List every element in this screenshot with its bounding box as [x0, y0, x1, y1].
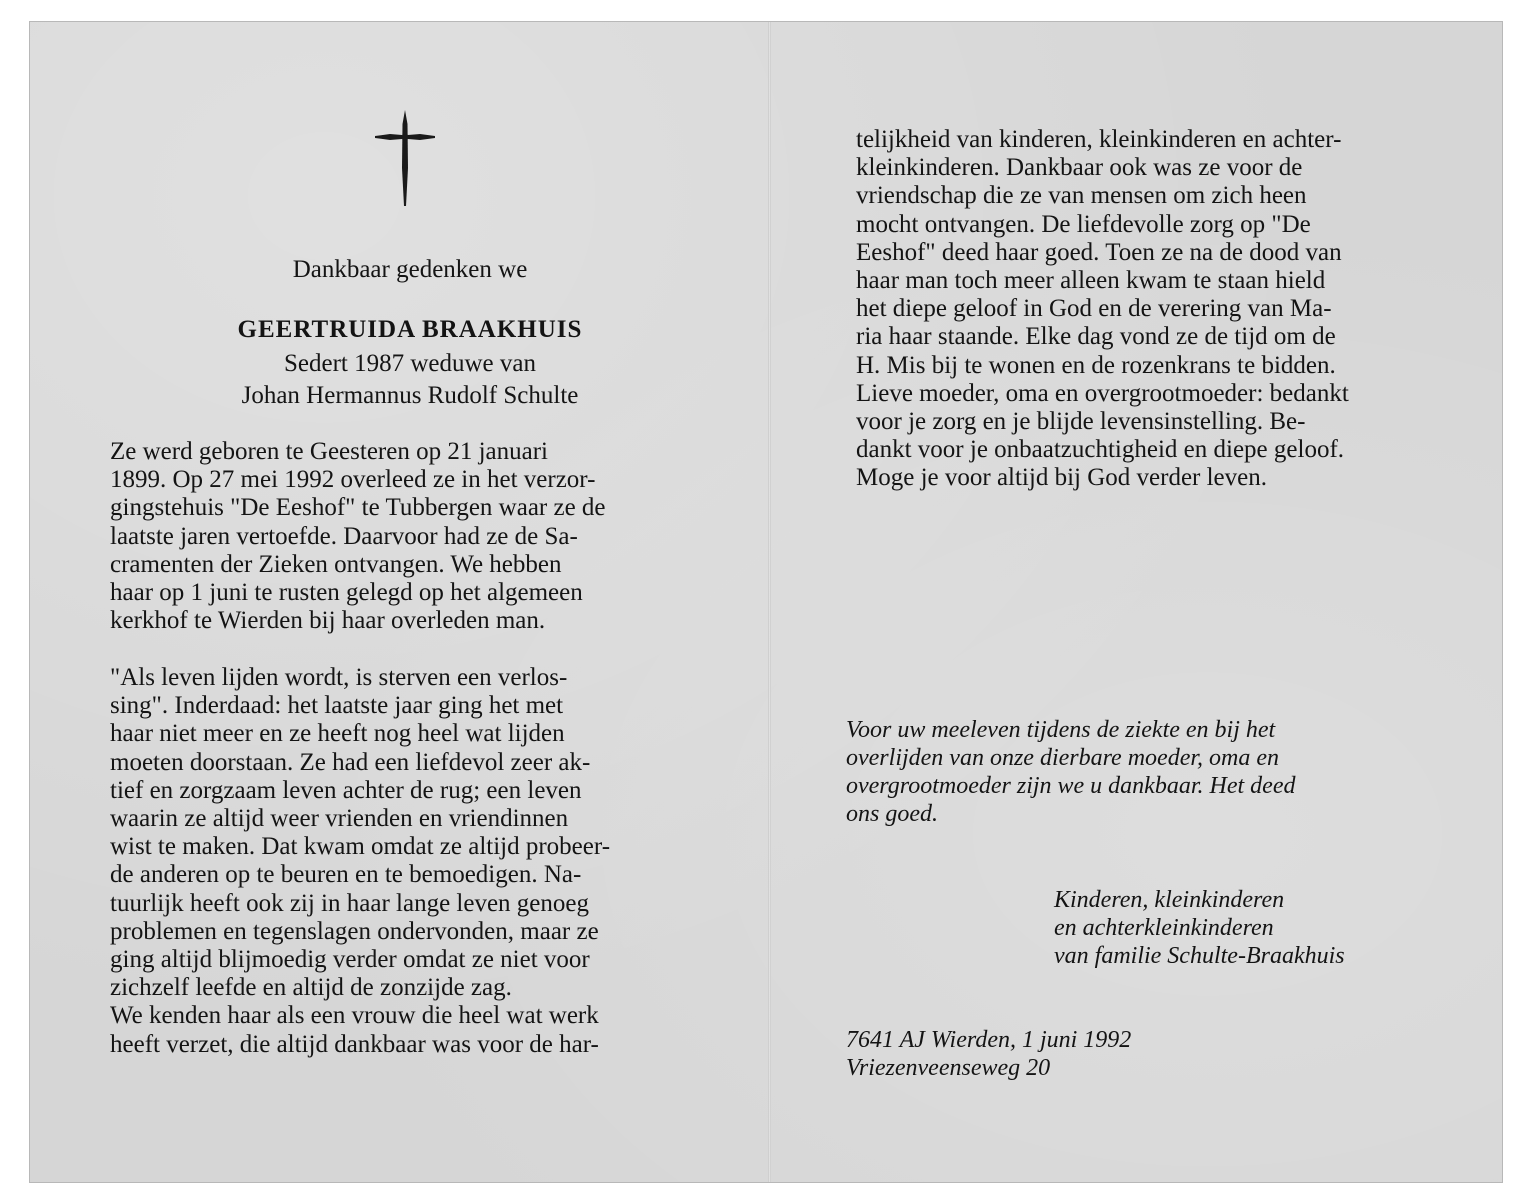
- text-line: overgrootmoeder zijn we u dankbaar. Het deed: [846, 773, 1296, 799]
- text-line: 1899. Op 27 mei 1992 overleed ze in het verzor-: [110, 466, 596, 494]
- text-line: Lieve moeder, oma en overgrootmoeder: bedankt: [856, 379, 1349, 407]
- widow-line: Sedert 1987 weduwe van: [283, 350, 536, 377]
- text-line: haar niet meer en ze heeft nog heel wat lijden: [110, 720, 565, 748]
- text-line: tief en zorgzaam leven achter de rug; een leven: [110, 776, 582, 804]
- continuation-paragraph: [856, 126, 1349, 493]
- text-line: zichzelf leefde en altijd de zonzijde zag.: [110, 974, 512, 1002]
- text-line: haar op 1 juni te rusten gelegd op het algemeen: [110, 579, 583, 607]
- text-line: problemen en tegenslagen ondervonden, maar ze: [110, 917, 599, 945]
- place-date: 7641 AJ Wierden, 1 juni 1992: [846, 1027, 1132, 1053]
- text-line: sing". Inderdaad: het laatste jaar ging het met: [110, 692, 564, 720]
- text-line: Voor uw meeleven tijdens de ziekte en bij het: [846, 717, 1276, 743]
- family-signature: [1054, 886, 1345, 970]
- text-line: tuurlijk heeft ook zij in haar lange leven genoeg: [110, 889, 589, 917]
- text-line: wist te maken. Dat kwam omdat ze altijd probeer-: [110, 833, 611, 861]
- cross-icon: [372, 108, 438, 208]
- husband-name: Johan Hermannus Rudolf Schulte: [241, 382, 579, 409]
- text-line: telijkheid van kinderen, kleinkinderen en achter-: [856, 126, 1342, 153]
- thank-you-note: [846, 716, 1295, 828]
- address-block: [846, 1026, 1131, 1082]
- text-line: gingstehuis "De Eeshof" te Tubbergen waar ze de: [110, 494, 606, 522]
- text-line: haar man toch meer alleen kwam te staan hield: [856, 267, 1326, 295]
- text-line: kleinkinderen. Dankbaar ook was ze voor de: [856, 154, 1303, 182]
- text-line: van familie Schulte-Braakhuis: [1054, 943, 1345, 969]
- text-line: cramenten der Zieken ontvangen. We hebben: [110, 550, 562, 578]
- intro-line: Dankbaar gedenken we: [292, 256, 528, 283]
- text-line: Kinderen, kleinkinderen: [1054, 887, 1285, 913]
- text-line: vriendschap die ze van mensen om zich heen: [856, 182, 1307, 210]
- text-line: Eeshof" deed haar goed. Toen ze na de dood van: [856, 238, 1342, 266]
- text-line: voor je zorg en je blijde levensinstelling. Be-: [856, 408, 1306, 436]
- text-line: Ze werd geboren te Geesteren op 21 januari: [110, 438, 549, 465]
- text-line: We kenden haar als een vrouw die heel wat werk: [110, 1002, 599, 1030]
- text-line: moeten doorstaan. Ze had een liefdevol zeer ak-: [110, 748, 591, 776]
- text-line: laatste jaren vertoefde. Daarvoor had ze de Sa-: [110, 522, 578, 550]
- text-line: kerkhof te Wierden bij haar overleden man.: [110, 607, 546, 635]
- text-line: ria haar staande. Elke dag vond ze de tijd om de: [856, 323, 1336, 351]
- text-line: "Als leven lijden wordt, is sterven een verlos-: [110, 664, 568, 691]
- text-line: ons goed.: [846, 801, 938, 827]
- card-fold: [768, 22, 771, 1182]
- tribute-paragraph: [110, 664, 610, 1059]
- text-line: mocht ontvangen. De liefdevolle zorg op "De: [856, 210, 1311, 238]
- text-line: ging altijd blijmoedig verder omdat ze niet voor: [110, 946, 590, 974]
- biography-paragraph: [110, 438, 606, 635]
- text-line: en achterkleinkinderen: [1054, 915, 1274, 941]
- text-line: overlijden van onze dierbare moeder, oma en: [846, 745, 1280, 771]
- text-line: waarin ze altijd weer vrienden en vriendinnen: [110, 805, 569, 833]
- text-line: het diepe geloof in God en de verering van Ma-: [856, 295, 1332, 323]
- text-line: de anderen op te beuren en te bemoedigen. Na-: [110, 861, 582, 889]
- text-line: dankt voor je onbaatzuchtigheid en diepe geloof.: [856, 436, 1345, 464]
- text-line: heeft verzet, die altijd dankbaar was voor de har-: [110, 1030, 599, 1058]
- street-address: Vriezenveenseweg 20: [846, 1055, 1051, 1081]
- text-line: H. Mis bij te wonen en de rozenkrans te bidden.: [856, 351, 1336, 379]
- text-line: Moge je voor altijd bij God verder leven.: [856, 464, 1267, 492]
- deceased-name: GEERTRUIDA BRAAKHUIS: [237, 316, 583, 343]
